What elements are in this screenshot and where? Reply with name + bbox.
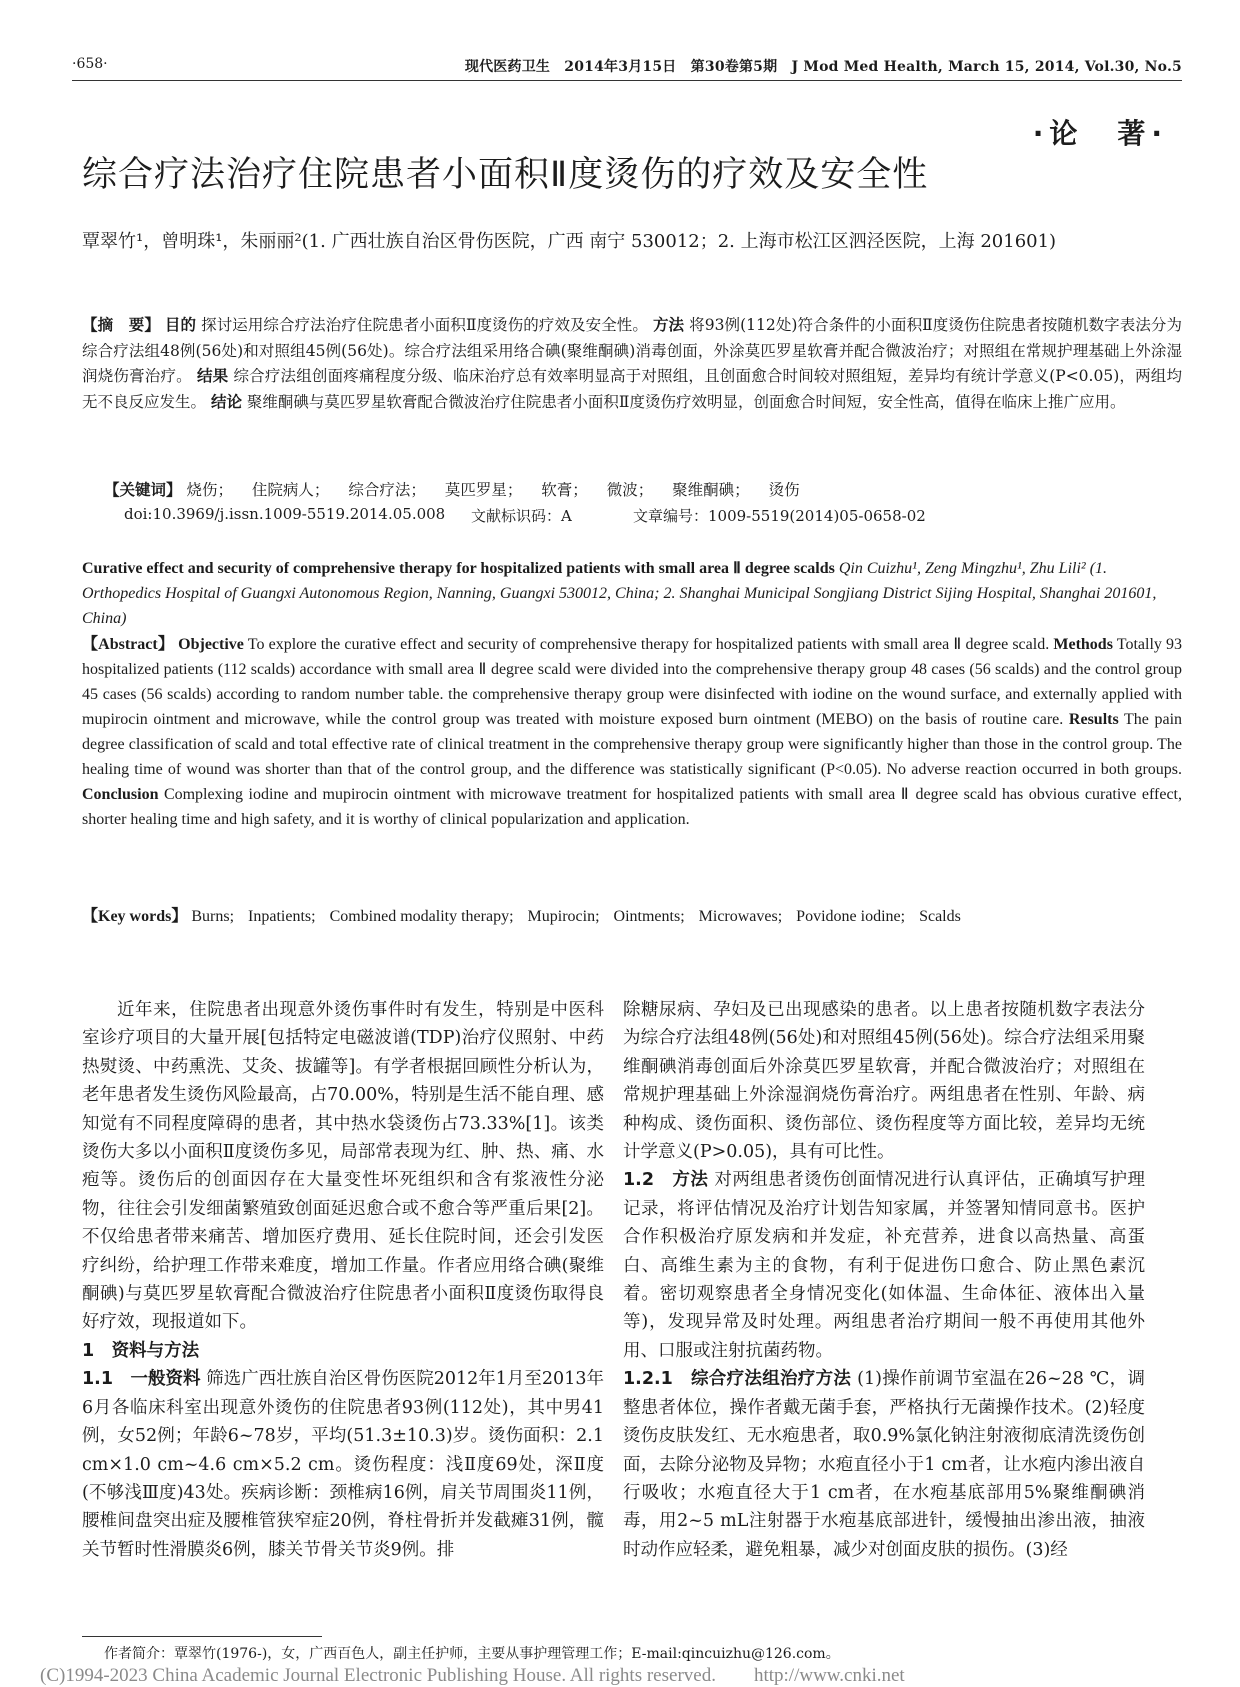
subsection-heading: 1.2 方法 [623, 1170, 709, 1191]
subsection-heading: 1.2.1 综合疗法组治疗方法 [623, 1369, 852, 1390]
keyword: 软膏； [541, 481, 588, 499]
methods-text: 将93例(112处)符合条件的小面积Ⅱ度烫伤住院患者按随机数字表法分为综合疗法组48例(56处)和对照组45例(56处)。综合疗法组采用络合碘(聚维酮碘)消毒创面，外涂莫匹罗星软膏并配合微波治疗；对照组在常规护理基础上外涂湿润烧伤膏治疗。 [82, 316, 1182, 385]
body-paragraph: 筛选广西壮族自治区骨伤医院2012年1月至2013年6月各临床科室出现意外烫伤的住院患者93例(112处)，其中男41例，女52例；年龄6~78岁，平均(51.3±10.3)岁。烫伤面积：2.1 cm×1.0 cm~4.6 cm×5.2 cm。烫伤程度：浅Ⅱ度69处，深Ⅱ度(不够浅Ⅲ度)43处。疾病诊断：颈椎病16例，肩关节周围炎11例，腰椎间盘突出症及腰椎管狭窄症20例，脊柱骨折并发截瘫31例，髋关节暂时性滑膜炎6例，膝关节骨关节炎9例。排 [82, 1369, 604, 1560]
methods-label: Methods [1053, 636, 1113, 653]
body-column-left [82, 996, 604, 1564]
abstract-label: 【Abstract】 [82, 636, 174, 653]
article-number: 文章编号：1009-5519(2014)05-0658-02 [633, 507, 926, 525]
keyword: Scalds [919, 908, 961, 925]
results-text: 综合疗法组创面疼痛程度分级、临床治疗总有效率明显高于对照组，且创面愈合时间较对照组短，差异均有统计学意义(P<0.05)，两组均无不良反应发生。 [82, 367, 1182, 411]
chinese-abstract [82, 313, 1182, 415]
results-label: 结果 [196, 367, 229, 385]
doi-line [124, 505, 1084, 529]
english-authors: Qin Cuizhu¹, Zeng Mingzhu¹, Zhu Lili² (1. Orthopedics Hospital of Guangxi Autonomous Region, Nanning, Guangxi 530012, China; 2. Shanghai Municipal Songjiang District Sijing Hospital, Shanghai 201601, China) [82, 560, 1157, 627]
english-abstract [82, 632, 1182, 832]
keyword: 住院病人； [251, 481, 330, 499]
keyword: 微波； [606, 481, 654, 499]
conclusion-text: Complexing iodine and mupirocin ointment with microwave treatment for hospitalized patients with small area Ⅱ degree scald has obvious curative effect, shorter healing time and high safety, and it is worthy of clinical popularization and application. [82, 786, 1182, 828]
copyright-watermark: (C)1994-2023 China Academic Journal Electronic Publishing House. All rights reserved. http://www.cnki.net [40, 1665, 905, 1686]
article-title: 综合疗法治疗住院患者小面积Ⅱ度烫伤的疗效及安全性 [82, 155, 929, 195]
section-heading: 1 资料与方法 [82, 1340, 200, 1361]
conclusion-label: Conclusion [82, 786, 159, 803]
body-column-right [623, 996, 1145, 1564]
conclusion-text: 聚维酮碘与莫匹罗星软膏配合微波治疗住院患者小面积Ⅱ度烫伤疗效明显，创面愈合时间短，安全性高，值得在临床上推广应用。 [246, 392, 1126, 411]
conclusion-label: 结论 [210, 392, 242, 411]
objective-label: Objective [178, 636, 244, 653]
footnote-rule [82, 1636, 322, 1637]
page-number: ·658· [72, 56, 108, 72]
doi: doi:10.3969/j.issn.1009-5519.2014.05.008 [124, 505, 446, 523]
methods-label: 方法 [652, 316, 685, 334]
abstract-label: 【摘 要】 [82, 316, 160, 334]
journal-line: 现代医药卫生 2014年3月15日 第30卷第5期 J Mod Med Health, March 15, 2014, Vol.30, No.5 [464, 59, 1182, 75]
keywords-label: 【Key words】 [82, 908, 188, 925]
chinese-keywords [104, 478, 1184, 503]
methods-text: Totally 93 hospitalized patients (112 scalds) accordance with small area Ⅱ degree scald were divided into the comprehensive therapy group 48 cases (56 scalds) and the control group 45 cases (56 scalds) according to random number table. the comprehensive therapy group were disinfected with iodine on the wound surface, and externally applied with mupirocin ointment and microwave, while the control group was treated with moisture exposed burn ointment (MEBO) on the basis of routine care. [82, 636, 1183, 728]
objective-text: 探讨运用综合疗法治疗住院患者小面积Ⅱ度烫伤的疗效及安全性。 [201, 316, 648, 334]
keyword: 莫匹罗星； [444, 481, 523, 499]
author-footnote: 作者简介：覃翠竹(1976-)，女，广西百色人，副主任护师，主要从事护理管理工作；E-mail:qincuizhu@126.com。 [104, 1646, 840, 1662]
english-title-block [82, 556, 1182, 631]
results-label: Results [1068, 711, 1119, 728]
document-code: 文献标识码：A [471, 507, 572, 525]
keyword: 聚维酮碘； [672, 481, 750, 499]
objective-label: 目的 [164, 316, 197, 334]
keyword: 综合疗法； [348, 481, 426, 499]
keyword: Mupirocin; [527, 908, 600, 925]
running-header [72, 56, 1182, 80]
keyword: Povidone iodine; [796, 908, 906, 925]
keyword: 烧伤； [186, 481, 233, 499]
keyword: Burns; [191, 908, 235, 925]
english-title: Curative effect and security of comprehensive therapy for hospitalized patients with small area Ⅱ degree scalds [82, 560, 835, 577]
intro-paragraph: 近年来，住院患者出现意外烫伤事件时有发生，特别是中医科室诊疗项目的大量开展[包括特定电磁波谱(TDP)治疗仪照射、中药热熨烫、中药熏洗、艾灸、拔罐等]。有学者根据回顾性分析认为，老年患者发生烫伤风险最高，占70.00%，特别是生活不能自理、感知觉有不同程度障碍的患者，其中热水袋烫伤占73.33%[1]。该类烫伤大多以小面积Ⅱ度烫伤多见，局部常表现为红、肿、热、痛、水疱等。烫伤后的创面因存在大量变性坏死组织和含有浆液性分泌物，往往会引发细菌繁殖致创面延迟愈合或不愈合等严重后果[2]。不仅给患者带来痛苦、增加医疗费用、延长住院时间，还会引发医疗纠纷，给护理工作带来难度，增加工作量。作者应用络合碘(聚维酮碘)与莫匹罗星软膏配合微波治疗住院患者小面积Ⅱ度烫伤取得良好疗效，现报道如下。 [82, 1000, 604, 1333]
english-keywords [82, 904, 1182, 929]
section-tag: ·论 著· [1032, 117, 1168, 150]
keyword: 烫伤 [768, 481, 800, 499]
keyword: Combined modality therapy; [329, 908, 514, 925]
body-paragraph: 对两组患者烫伤创面情况进行认真评估，正确填写护理记录，将评估情况及治疗计划告知家属，并签署知情同意书。医护合作积极治疗原发病和并发症，补充营养，进食以高热量、高蛋白、高维生素为主的食物，有利于促进伤口愈合、防止黑色素沉着。密切观察患者全身情况变化(如体温、生命体征、液体出入量等)，发现异常及时处理。两组患者治疗期间一般不再使用其他外用、口服或注射抗菌药物。 [623, 1170, 1145, 1361]
keyword: Inpatients; [248, 908, 316, 925]
body-paragraph: (1)操作前调节室温在26~28 ℃，调整患者体位，操作者戴无菌手套，严格执行无菌操作技术。(2)轻度烫伤皮肤发红、无水疱患者，取0.9%氯化钠注射液彻底清洗烫伤创面，去除分泌物及异物；水疱直径小于1 cm者，让水疱内渗出液自行吸收；水疱直径大于1 cm者，在水疱基底部用5%聚维酮碘消毒，用2~5 mL注射器于水疱基底部进针，缓慢抽出渗出液，抽液时动作应轻柔，避免粗暴，减少对创面皮肤的损伤。(3)经 [623, 1369, 1145, 1560]
subsection-heading: 1.1 一般资料 [82, 1369, 201, 1390]
objective-text: To explore the curative effect and security of comprehensive therapy for hospitalized patients with small area Ⅱ degree scald. [247, 636, 1050, 653]
keyword: Microwaves; [698, 908, 783, 925]
keywords-label: 【关键词】 [104, 481, 182, 499]
header-rule [72, 80, 1182, 81]
body-paragraph: 除糖尿病、孕妇及已出现感染的患者。以上患者按随机数字表法分为综合疗法组48例(56处)和对照组45例(56处)。综合疗法组采用聚维酮碘消毒创面后外涂莫匹罗星软膏，并配合微波治疗；对照组在常规护理基础上外涂湿润烧伤膏治疗。两组患者在性别、年龄、病种构成、烫伤面积、烫伤部位、烫伤程度等方面比较，差异均无统计学意义(P>0.05)，具有可比性。 [623, 1000, 1145, 1163]
results-text: The pain degree classification of scald and total effective rate of clinical treatment in the comprehensive therapy group were significantly higher than those in the control group. The healing time of wound was shorter than that of the control group, and the difference was statistically significant (P<0.05). No adverse reaction occurred in both groups. [82, 711, 1183, 778]
author-list: 覃翠竹¹，曾明珠¹，朱丽丽²(1. 广西壮族自治区骨伤医院，广西 南宁 530012；2. 上海市松江区泗泾医院，上海 201601) [82, 231, 1057, 252]
keyword: Ointments; [613, 908, 685, 925]
